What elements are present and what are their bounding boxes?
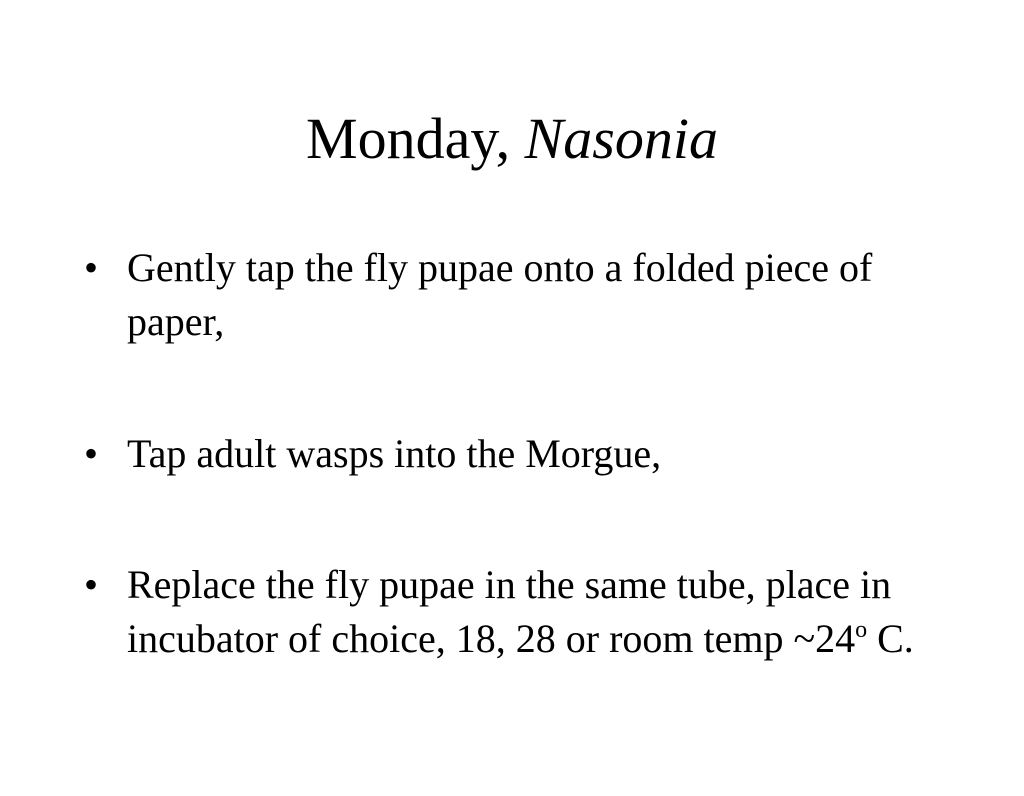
- bullet-text: Gently tap the fly pupae onto a folded piece of paper,: [127, 245, 873, 344]
- bullet-marker: •: [84, 562, 99, 607]
- bullet-text-unit: C.: [867, 616, 914, 661]
- bullet-text: Tap adult wasps into the Morgue,: [127, 431, 662, 476]
- title-italic-text: Nasonia: [524, 106, 718, 171]
- degree-superscript: o: [855, 617, 868, 643]
- bullet-text: [127, 558, 957, 666]
- bullet-marker: •: [84, 431, 99, 476]
- title-plain-text: Monday,: [306, 106, 525, 171]
- bullet-text-main: Replace the fly pupae in the same tube, place in incubator of choice, 18, 28 or room temp ~24: [127, 562, 892, 661]
- bullet-marker: •: [84, 245, 99, 290]
